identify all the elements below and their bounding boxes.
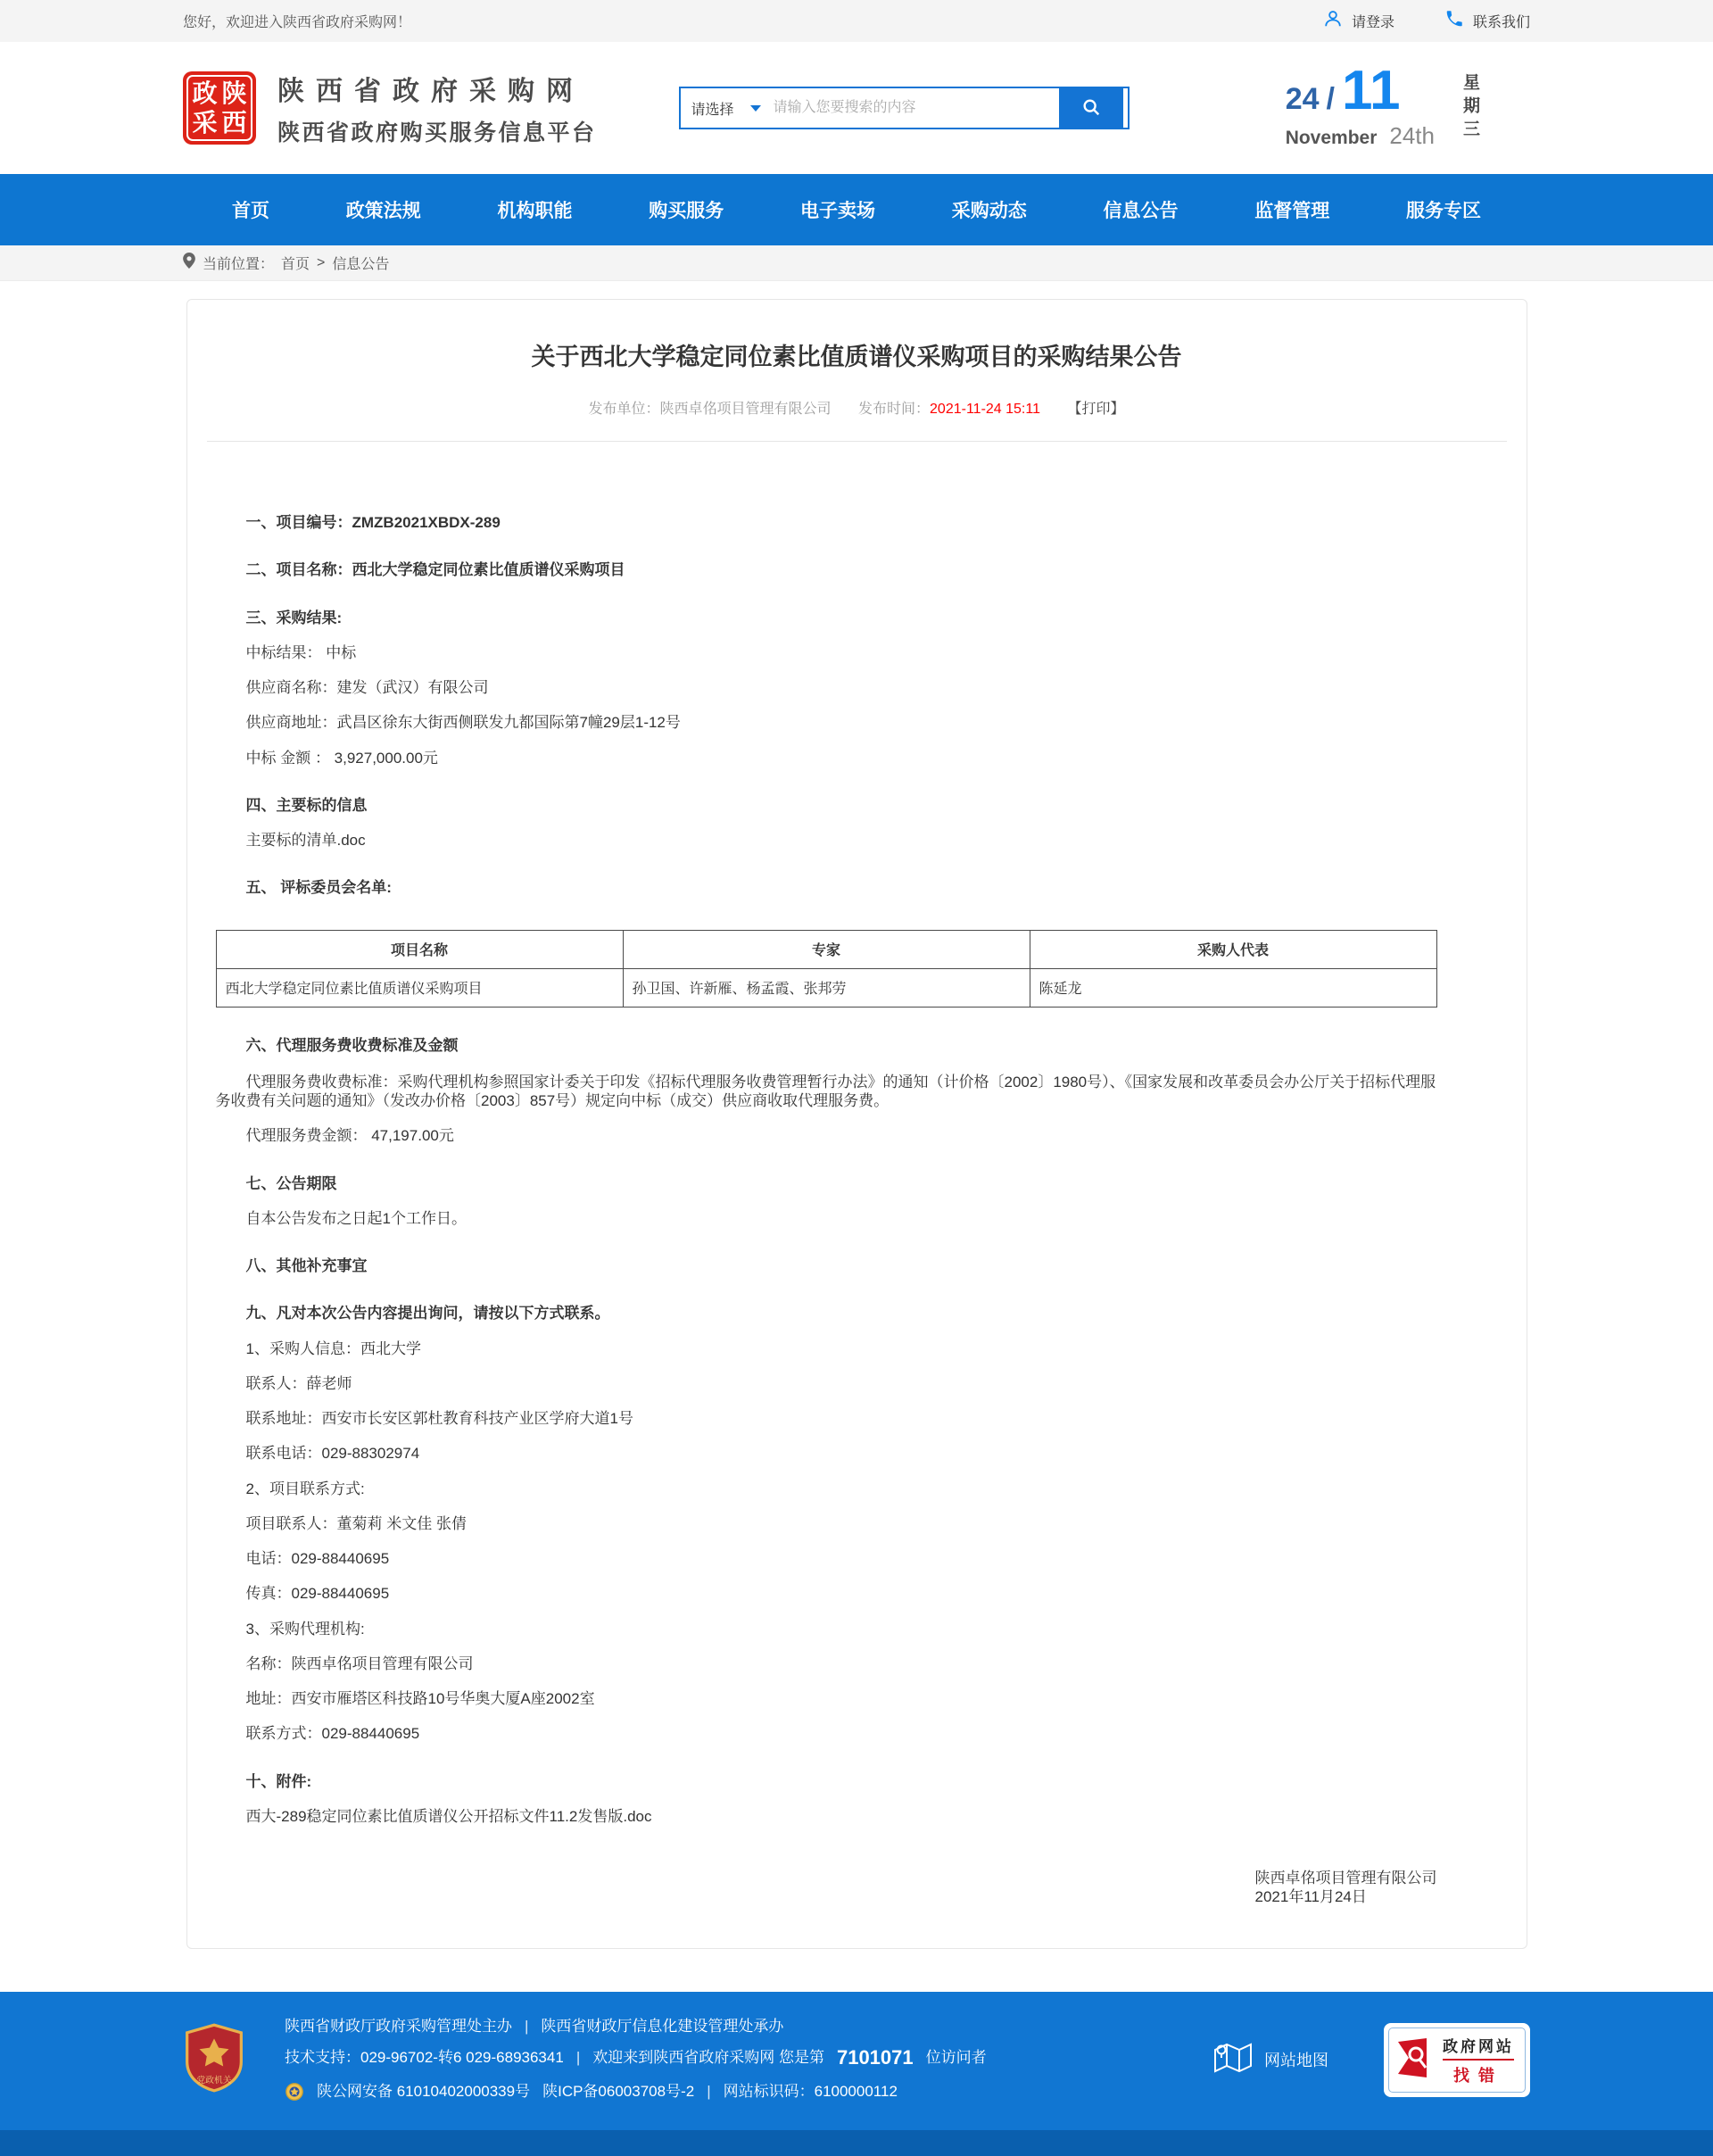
signature-block xyxy=(1225,1869,1437,1907)
chevron-down-icon xyxy=(750,105,761,112)
article-block-9: 联系地址：西安市长安区郭杜教育科技产业区学府大道1号 xyxy=(245,1410,633,1427)
page-title: 关于西北大学稳定同位素比值质谱仪采购项目的采购结果公告 xyxy=(531,344,1182,370)
breadcrumb-bar xyxy=(0,245,1713,281)
footer-separator: | xyxy=(575,2049,581,2066)
article-block-3: 七、公告期限 xyxy=(245,1174,337,1192)
police-badge-icon xyxy=(285,2082,304,2102)
error-badge-title: 政府网站 xyxy=(1443,2034,1514,2061)
print-button[interactable]: 【打印】 xyxy=(1067,402,1125,417)
site-footer xyxy=(0,1992,1713,2130)
search-input[interactable] xyxy=(774,88,1059,128)
article-block-10: 联系电话：029-88302974 xyxy=(245,1445,420,1463)
visitor-count: 7101071 xyxy=(836,2045,914,2069)
seal-char: 陕 xyxy=(221,79,247,107)
publish-time-value: 2021-11-24 15:11 xyxy=(930,402,1040,417)
nav-item-2[interactable]: 机构职能 xyxy=(497,201,573,221)
seal-char: 政 xyxy=(192,79,218,107)
article-block-20[interactable]: 西大-289稳定同位素比值质谱仪公开招标文件11.2发售版.doc xyxy=(245,1807,652,1825)
col-header-experts: 专家 xyxy=(623,930,1030,968)
gov-site-error-report-badge[interactable] xyxy=(1384,2023,1530,2097)
contact-label: 联系我们 xyxy=(1472,15,1530,30)
logo-seal-icon xyxy=(183,71,256,145)
table-header-row xyxy=(216,930,1436,968)
article-block-4: 自本公告发布之日起1个工作日。 xyxy=(245,1209,467,1227)
cell-project-name: 西北大学稳定同位素比值质谱仪采购项目 xyxy=(216,968,623,1007)
publisher-label: 发布单位： xyxy=(588,402,660,417)
bottom-strip xyxy=(0,2130,1713,2156)
col-header-purchaser-rep: 采购人代表 xyxy=(1030,930,1436,968)
article-block-6: 九、凡对本次公告内容提出询问，请按以下方式联系。 xyxy=(245,1305,610,1323)
article-block-0: 六、代理服务费收费标准及金额 xyxy=(245,1036,459,1054)
login-link[interactable] xyxy=(1323,9,1394,33)
location-pin-icon xyxy=(183,253,195,273)
footer-icp[interactable]: 陕ICP备06003708号-2 xyxy=(542,2083,695,2100)
article-block-9: 五、 评标委员会名单: xyxy=(245,879,392,897)
footer-site-id: 网站标识码：6100000112 xyxy=(723,2083,898,2100)
login-label: 请登录 xyxy=(1351,15,1394,30)
article-block-18: 联系方式：029-88440695 xyxy=(245,1725,420,1743)
nav-item-8[interactable]: 服务专区 xyxy=(1406,201,1481,221)
error-badge-subtitle: 找错 xyxy=(1453,2066,1503,2085)
nav-item-6[interactable]: 信息公告 xyxy=(1103,201,1179,221)
article-block-13: 电话：029-88440695 xyxy=(245,1550,390,1567)
footer-beian[interactable]: 陕公网安备 61010402000339号 xyxy=(317,2083,531,2100)
article-block-19: 十、附件: xyxy=(245,1772,312,1790)
nav-item-4[interactable]: 电子卖场 xyxy=(800,201,875,221)
article-block-5: 八、其他补充事宜 xyxy=(245,1257,368,1274)
date-slash: / xyxy=(1326,82,1335,116)
footer-separator: | xyxy=(525,2017,529,2035)
error-report-flag-icon xyxy=(1396,2036,1436,2084)
article-block-0: 一、项目编号：ZMZB2021XBDX-289 xyxy=(245,514,501,531)
publisher-value: 陕西卓佲项目管理有限公司 xyxy=(659,402,832,417)
contact-link[interactable] xyxy=(1444,9,1530,33)
date-day-ordinal: 24th xyxy=(1389,122,1435,149)
nav-item-5[interactable]: 采购动态 xyxy=(951,201,1027,221)
search-box xyxy=(679,87,1130,129)
signature-company: 陕西卓佲项目管理有限公司 xyxy=(1254,1870,1437,1886)
footer-separator: | xyxy=(707,2083,711,2100)
article-block-1: 代理服务费收费标准：采购代理机构参照国家计委关于印发《招标代理服务收费管理暂行办法》的通知（计价格〔2002〕1980号）、《国家发展和改革委员会办公厅关于招标代理服务收费有关问题的通知》（发改办价格〔2003〕857号）规定向中标（成交）供应商收取代理服务费。 xyxy=(215,1073,1436,1109)
article-block-5: 供应商地址：武昌区徐东大街西侧联发九都国际第7幢29层1-12号 xyxy=(245,714,681,732)
site-title: 陕西省政府采购网 xyxy=(277,77,584,106)
breadcrumb-label: 当前位置： xyxy=(203,257,275,272)
phone-icon xyxy=(1444,9,1464,33)
article-block-8: 联系人：薛老师 xyxy=(245,1374,352,1392)
search-select-label: 请选择 xyxy=(691,102,734,118)
article-block-15: 3、采购代理机构: xyxy=(245,1620,365,1638)
nav-item-3[interactable]: 购买服务 xyxy=(649,201,724,221)
seal-char: 西 xyxy=(221,108,247,137)
breadcrumb-separator: > xyxy=(317,254,326,270)
article-block-7: 1、采购人信息：西北大学 xyxy=(245,1339,421,1357)
col-header-project: 项目名称 xyxy=(216,930,623,968)
cell-purchaser-rep: 陈延龙 xyxy=(1030,968,1436,1007)
article-block-8[interactable]: 主要标的清单.doc xyxy=(245,832,366,849)
article-block-1: 二、项目名称：西北大学稳定同位素比值质谱仪采购项目 xyxy=(245,561,625,579)
footer-visitor-suffix: 位访问者 xyxy=(925,2049,987,2066)
top-bar xyxy=(0,0,1713,42)
site-header xyxy=(0,42,1713,174)
article-block-11: 2、项目联系方式: xyxy=(245,1480,365,1497)
article-block-2: 三、采购结果: xyxy=(245,609,343,626)
publish-time-label: 发布时间： xyxy=(858,402,931,417)
article-meta xyxy=(187,397,1527,418)
welcome-text: 您好，欢迎进入陕西省政府采购网！ xyxy=(183,15,412,30)
nav-item-0[interactable]: 首页 xyxy=(232,201,269,221)
cell-experts: 孙卫国、许新雁、杨孟霞、张邦劳 xyxy=(623,968,1030,1007)
svg-text:党政机关: 党政机关 xyxy=(196,2075,232,2086)
article-block-7: 四、主要标的信息 xyxy=(245,796,368,814)
table-row xyxy=(216,968,1436,1007)
article-block-2: 代理服务费金额： 47,197.00元 xyxy=(245,1127,454,1145)
article-block-17: 地址：西安市雁塔区科技路10号华奥大厦A座2002室 xyxy=(245,1690,595,1707)
breadcrumb-home[interactable]: 首页 xyxy=(281,257,310,272)
footer-organizer: 陕西省财政厅政府采购管理处主办 xyxy=(285,2017,512,2035)
site-subtitle: 陕西省政府购买服务信息平台 xyxy=(277,120,597,145)
article-block-16: 名称：陕西卓佲项目管理有限公司 xyxy=(245,1654,474,1672)
sitemap-link[interactable] xyxy=(1212,2039,1328,2081)
article-block-6: 中标 金额 ： 3,927,000.00元 xyxy=(245,749,438,767)
article-block-12: 项目联系人：董菊莉 米文佳 张倩 xyxy=(245,1514,467,1532)
article-block-4: 供应商名称：建发（武汉）有限公司 xyxy=(245,679,489,696)
article-body xyxy=(187,442,1527,1907)
seal-char: 采 xyxy=(192,108,218,137)
search-category-select[interactable] xyxy=(681,98,774,119)
breadcrumb-current[interactable]: 信息公告 xyxy=(332,257,390,272)
main-nav xyxy=(0,174,1713,245)
date-weekday: 星期三 xyxy=(1461,73,1479,143)
article-block-14: 传真：029-88440695 xyxy=(245,1585,390,1603)
date-day: 24 xyxy=(1285,82,1320,116)
nav-item-1[interactable]: 政策法规 xyxy=(345,201,421,221)
article-block-3: 中标结果： 中标 xyxy=(245,643,357,661)
announcement-card xyxy=(186,299,1527,1949)
user-icon xyxy=(1323,9,1343,33)
committee-table xyxy=(216,930,1437,1008)
map-icon xyxy=(1212,2039,1254,2081)
date-widget xyxy=(1285,60,1530,150)
search-button[interactable] xyxy=(1059,88,1123,128)
footer-co-organizer: 陕西省财政厅信息化建设管理处承办 xyxy=(541,2017,784,2035)
footer-welcome-text: 欢迎来到陕西省政府采购网 您是第 xyxy=(592,2049,824,2066)
sitemap-label: 网站地图 xyxy=(1264,2052,1328,2069)
footer-tech-support: 技术支持：029-96702-转6 029-68936341 xyxy=(285,2049,564,2066)
site-logo[interactable] xyxy=(183,69,597,147)
government-emblem-icon xyxy=(183,2023,245,2097)
date-month-name: November xyxy=(1285,128,1378,148)
search-icon xyxy=(1081,97,1101,120)
date-month-number: 11 xyxy=(1341,60,1401,121)
nav-item-7[interactable]: 监督管理 xyxy=(1254,201,1330,221)
signature-date: 2021年11月24日 xyxy=(1254,1888,1367,1906)
